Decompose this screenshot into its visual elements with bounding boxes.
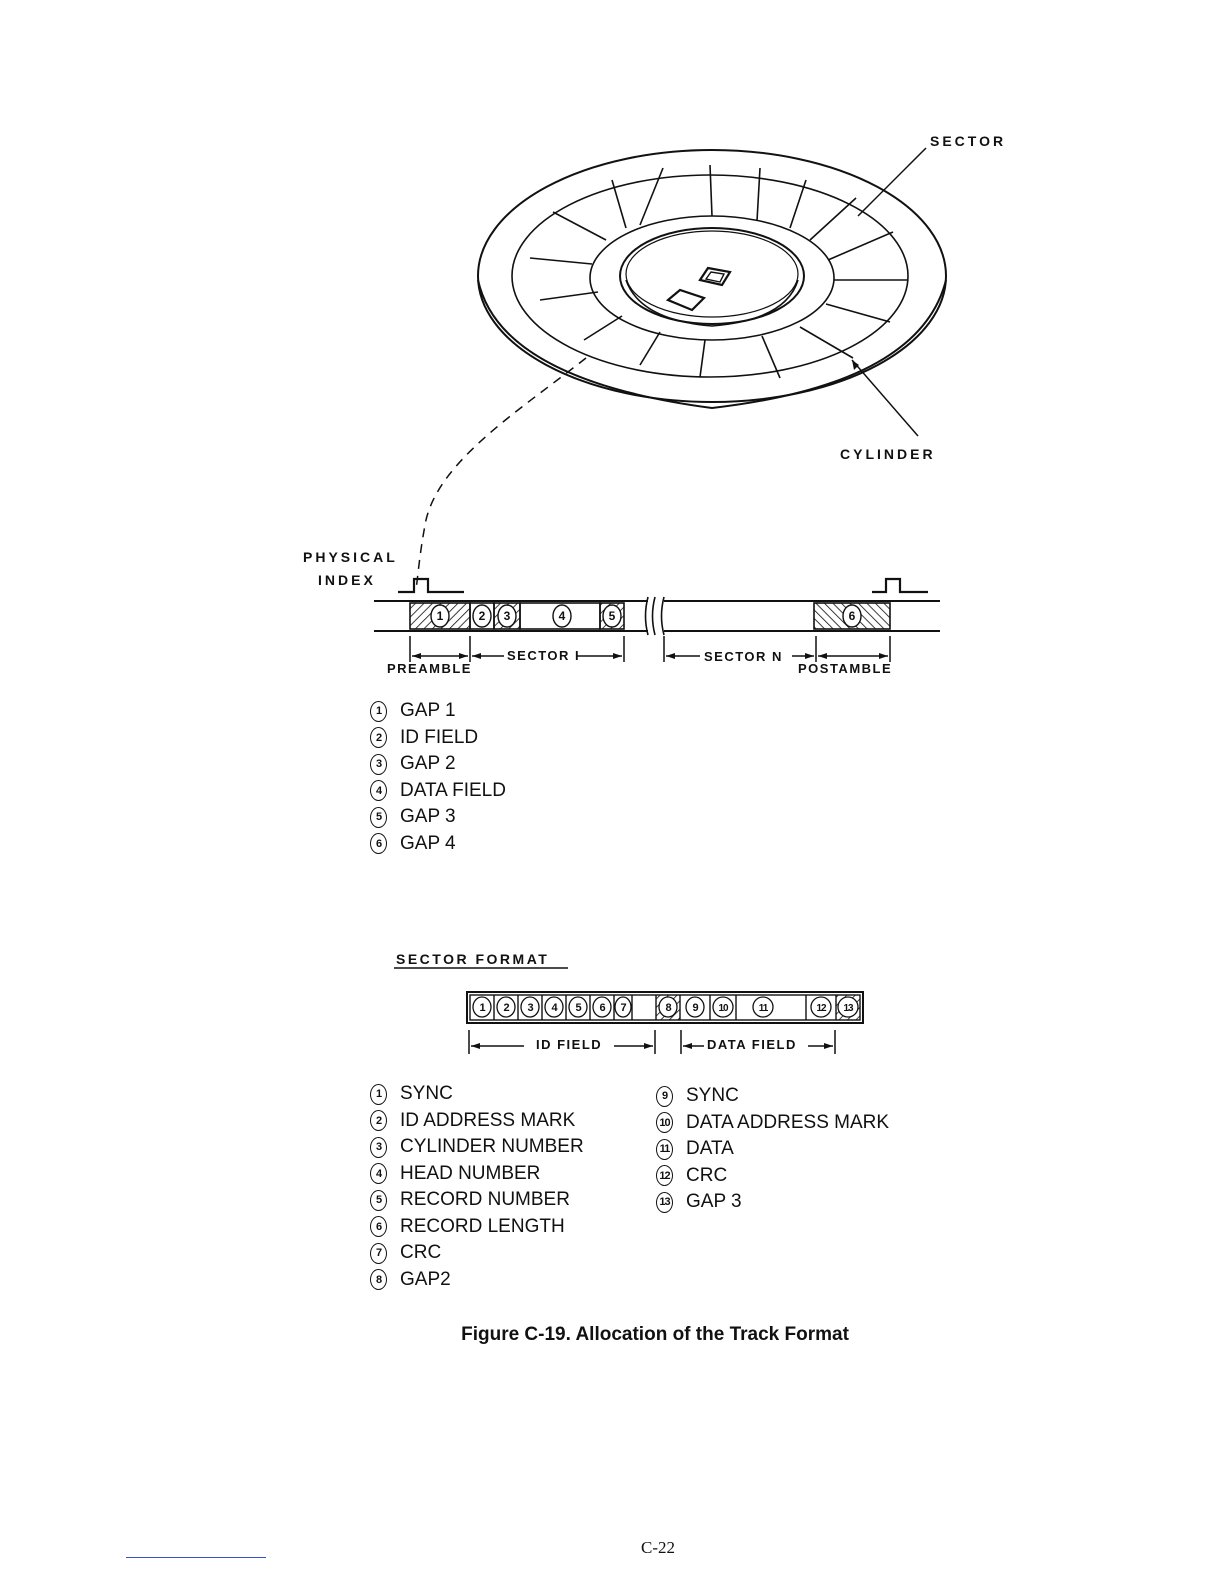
track-field-number-3-text: 3 <box>503 609 511 623</box>
cylinder-arrowhead-icon <box>852 360 859 370</box>
legend-number: 4 <box>370 780 387 801</box>
track-field-number-4-text: 4 <box>558 609 566 623</box>
sector-field-number-8 <box>659 997 677 1017</box>
legend-label: CYLINDER NUMBER <box>400 1136 584 1157</box>
legend-number: 5 <box>370 1190 387 1211</box>
sector-field-number-3-text: 3 <box>527 1002 533 1014</box>
sector-field-number-12-text: 12 <box>816 1003 826 1014</box>
legend-label: DATA ADDRESS MARK <box>686 1111 890 1133</box>
legend-label: HEAD NUMBER <box>400 1162 541 1184</box>
index-leader-dashed-line <box>416 358 586 590</box>
sector-legend-left <box>370 1081 584 1293</box>
legend-label: SYNC <box>686 1085 739 1106</box>
sector-field-number-4 <box>545 997 563 1017</box>
track-field-number-3 <box>498 605 516 627</box>
legend-number: 2 <box>370 1110 387 1131</box>
legend-number: 8 <box>370 1269 387 1290</box>
sector-legend-item <box>656 1083 889 1110</box>
legend-label: SYNC <box>400 1083 453 1104</box>
index-pulse-right-icon <box>872 579 928 592</box>
sector-legend-item <box>656 1110 889 1137</box>
legend-number: 5 <box>370 807 387 828</box>
track-legend-item <box>370 831 506 858</box>
sector-field-number-4-text: 4 <box>551 1002 557 1014</box>
sector-field-number-1-text: 1 <box>479 1002 485 1014</box>
legend-label: DATA <box>686 1138 734 1159</box>
id-field-label: ID FIELD <box>536 1037 603 1052</box>
data-field-label: DATA FIELD <box>707 1037 797 1052</box>
sectorN-label: SECTOR N <box>704 649 783 664</box>
cylinder-pointer-line <box>852 360 918 436</box>
sector-field-number-11-text: 11 <box>758 1003 768 1014</box>
cylinder-label: CYLINDER <box>840 446 936 462</box>
track-field-number-5 <box>603 605 621 627</box>
sector-legend-item <box>656 1163 889 1190</box>
legend-number: 12 <box>656 1165 673 1186</box>
sector-field-number-6-text: 6 <box>599 1002 605 1014</box>
sector-field-number-7 <box>615 997 631 1017</box>
track-field-number-1-text: 1 <box>436 609 444 623</box>
legend-number: 2 <box>370 727 387 748</box>
legend-number: 6 <box>370 833 387 854</box>
legend-label: RECORD NUMBER <box>400 1189 570 1210</box>
track-legend-item <box>370 725 506 752</box>
track-field-number-5-text: 5 <box>608 609 616 623</box>
sector-field-number-12 <box>811 997 831 1017</box>
track-field-number-6 <box>843 605 861 627</box>
legend-label: GAP 3 <box>686 1191 742 1212</box>
legend-label: GAP 2 <box>400 753 456 774</box>
sector-label: SECTOR <box>930 133 1007 149</box>
sector-field-number-11 <box>753 997 773 1017</box>
postamble-label: POSTAMBLE <box>798 661 893 676</box>
sector-field-number-2-text: 2 <box>503 1002 509 1014</box>
sector-legend-item <box>370 1081 584 1108</box>
footer-rule <box>126 1557 266 1558</box>
legend-label: GAP2 <box>400 1268 451 1290</box>
legend-label: CRC <box>400 1242 442 1263</box>
track-field-number-1 <box>431 605 449 627</box>
track-field-number-2-text: 2 <box>478 609 486 623</box>
track-legend <box>370 698 506 857</box>
sector-legend-item <box>370 1134 584 1161</box>
legend-number: 1 <box>370 701 387 722</box>
legend-label: RECORD LENGTH <box>400 1215 565 1237</box>
legend-label: GAP 4 <box>400 832 456 854</box>
legend-label: ID ADDRESS MARK <box>400 1109 576 1131</box>
sector-legend-item <box>370 1108 584 1135</box>
figure-caption: Figure C-19. Allocation of the Track Format <box>461 1324 849 1345</box>
sector-field-number-5-text: 5 <box>575 1002 581 1014</box>
track-field-number-2 <box>473 605 491 627</box>
index-pulse-left-icon <box>398 579 464 592</box>
index-hole-icon <box>668 268 730 310</box>
sector-legend-item <box>370 1240 584 1267</box>
sector1-label: SECTOR I <box>507 648 581 663</box>
sector-legend-item <box>370 1214 584 1241</box>
sector-legend-item <box>370 1161 584 1188</box>
track-legend-item <box>370 751 506 778</box>
legend-number: 7 <box>370 1243 387 1264</box>
legend-number: 3 <box>370 1137 387 1158</box>
sector-legend-item <box>656 1189 889 1216</box>
sector-legend-item <box>656 1136 889 1163</box>
sector-field-number-5 <box>569 997 587 1017</box>
legend-label: DATA FIELD <box>400 779 506 801</box>
sector-legend-item <box>370 1187 584 1214</box>
legend-number: 1 <box>370 1084 387 1105</box>
legend-label: CRC <box>686 1164 728 1186</box>
sector-format-title: SECTOR FORMAT <box>396 951 550 967</box>
legend-label: GAP 3 <box>400 806 456 827</box>
legend-number: 13 <box>656 1192 673 1213</box>
track-strip <box>374 597 940 662</box>
track-field-number-6-text: 6 <box>848 609 856 623</box>
legend-number: 6 <box>370 1216 387 1237</box>
sector-legend-right <box>656 1083 889 1216</box>
legend-number: 10 <box>656 1112 673 1133</box>
track-legend-item <box>370 778 506 805</box>
legend-number: 3 <box>370 754 387 775</box>
legend-number: 9 <box>656 1086 673 1107</box>
sector-field-number-3 <box>521 997 539 1017</box>
index-label: INDEX <box>318 572 376 588</box>
legend-number: 11 <box>656 1139 673 1160</box>
sector-legend-item <box>370 1267 584 1294</box>
track-field-number-4 <box>553 605 571 627</box>
sector-format-strip <box>467 992 863 1054</box>
sector-field-number-7-text: 7 <box>620 1002 626 1014</box>
legend-number: 4 <box>370 1163 387 1184</box>
sector-field-number-9 <box>686 997 704 1017</box>
track-legend-item <box>370 698 506 725</box>
sector-field-number-6 <box>593 997 611 1017</box>
sector-field-number-9-text: 9 <box>692 1002 698 1014</box>
sector-field-number-8-text: 8 <box>665 1002 671 1014</box>
legend-label: GAP 1 <box>400 700 456 721</box>
page-number: C-22 <box>641 1538 675 1557</box>
sector-field-number-2 <box>497 997 515 1017</box>
sector-field-number-1 <box>473 997 491 1017</box>
sector-field-number-10 <box>713 997 733 1017</box>
sector-field-number-13-text: 13 <box>843 1003 853 1014</box>
sector-field-number-13 <box>838 997 858 1017</box>
floppy-disk-illustration <box>478 150 946 408</box>
physical-label: PHYSICAL <box>303 549 398 565</box>
preamble-label: PREAMBLE <box>387 661 472 676</box>
legend-label: ID FIELD <box>400 726 479 748</box>
sector-field-number-10-text: 10 <box>718 1003 728 1014</box>
track-legend-item <box>370 804 506 831</box>
